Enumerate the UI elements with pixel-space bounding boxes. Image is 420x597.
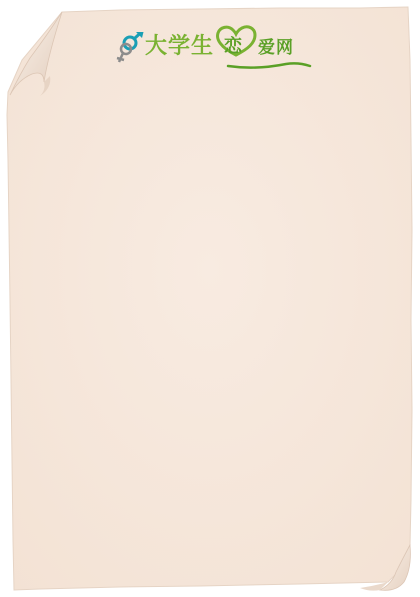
male-female-symbol-icon	[116, 32, 146, 66]
logo-heart-block	[214, 34, 258, 60]
paper-body	[7, 7, 412, 590]
site-logo[interactable]	[116, 22, 312, 70]
logo-text-part3: 爱网	[258, 38, 295, 58]
logo-underline-swoosh	[226, 60, 312, 70]
logo-text-part2: 恋	[224, 36, 244, 57]
logo-text-part1: 大学生	[145, 34, 215, 59]
logo-wordmark	[145, 34, 294, 61]
